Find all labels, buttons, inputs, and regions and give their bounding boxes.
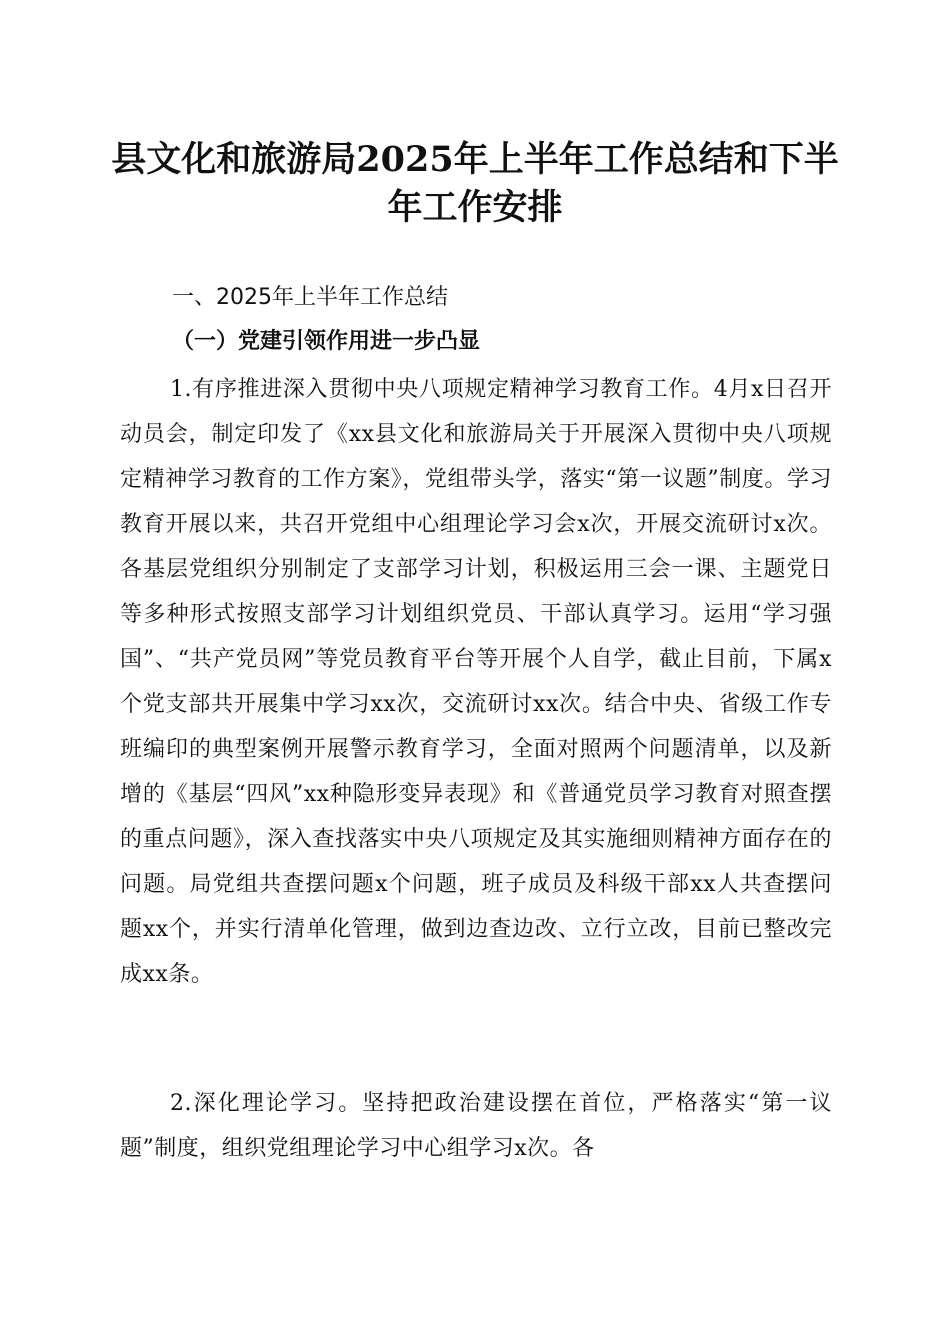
paragraph-2: 2.深化理论学习。坚持把政治建设摆在首位，严格落实“第一议题”制度，组织党组理论学习中心组学习x次。各	[120, 1091, 832, 1161]
subsection-heading: （一）党建引领作用进一步凸显	[172, 328, 481, 354]
document-title: 县文化和旅游局2025年上半年工作总结和下半年工作安排	[111, 139, 839, 228]
paragraph-1: 1.有序推进深入贯彻中央八项规定精神学习教育工作。4月x日召开动员会，制定印发了《xx县文化和旅游局关于开展深入贯彻中央八项规定精神学习教育的工作方案》，党组带头学，落实“第一议题”制度。学习教育开展以来，共召开党组中心组理论学习会x次，开展交流研讨x次。各基层党组织分别制定了支部学习计划，积极运用三会一课、主题党日等多种形式按照支部学习计划组织党员、干部认真学习。运用“学习强国”、“共产党员网”等党员教育平台等开展个人自学，截止目前，下属x个党支部共开展集中学习xx次，交流研讨xx次。结合中央、省级工作专班编印的典型案例开展警示教育学习，全面对照两个问题清单，以及新增的《基层“四风”xx种隐形变异表现》和《普通党员学习教育对照查摆的重点问题》，深入查找落实中央八项规定及其实施细则精神方面存在的问题。局党组共查摆问题x个问题，班子成员及科级干部xx人共查摆问题xx个，并实行清单化管理，做到边查边改、立行立改，目前已整改完成xx条。	[120, 377, 832, 987]
section-heading: 一、2025年上半年工作总结	[172, 285, 448, 310]
